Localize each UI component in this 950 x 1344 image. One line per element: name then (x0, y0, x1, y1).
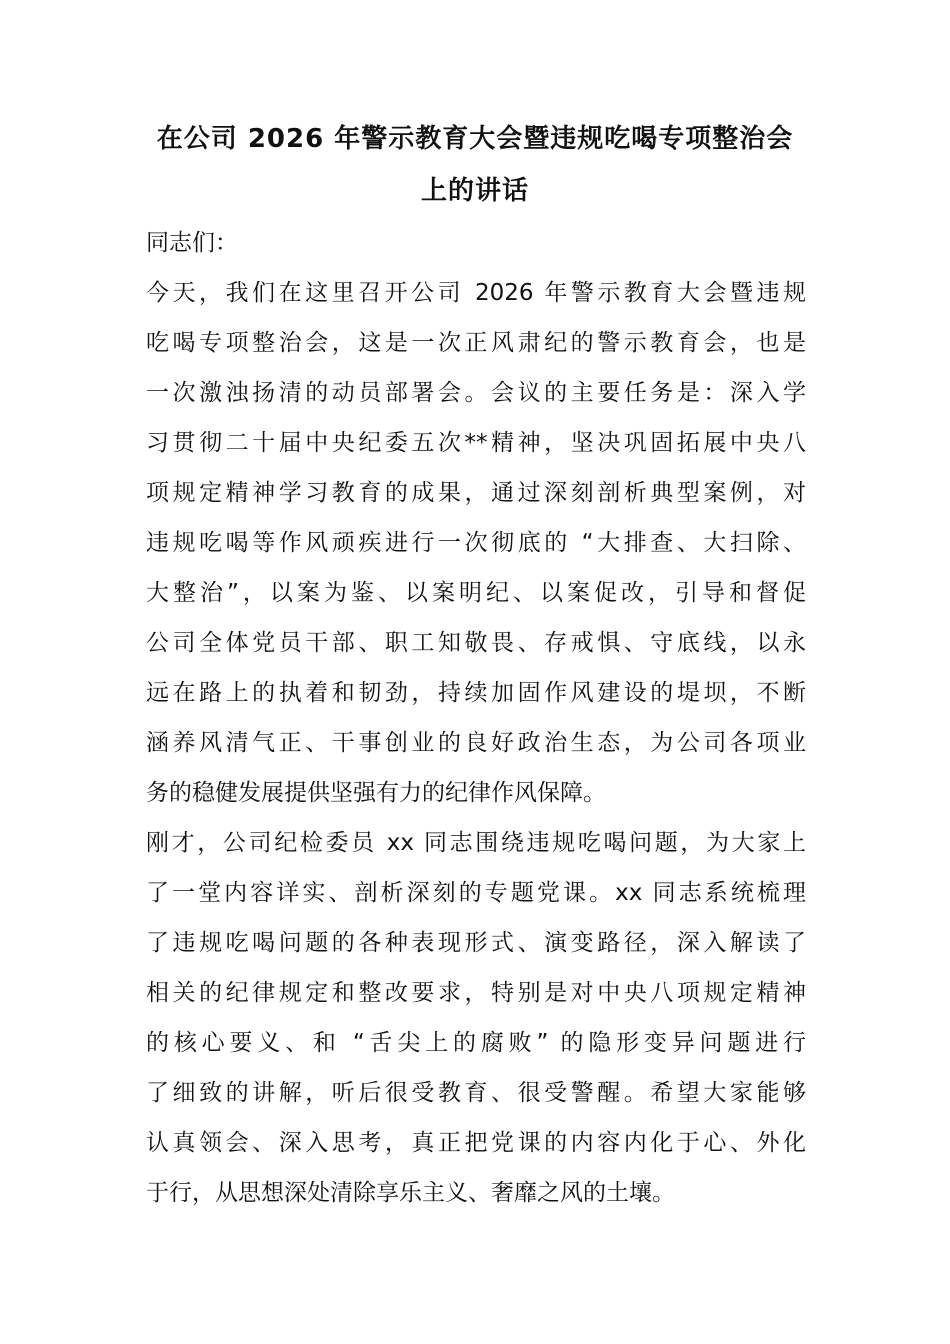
paragraph-1-line: 项规定精神学习教育的成果，通过深刻剖析典型案例，对 (146, 480, 806, 506)
paragraph-1-line: 吃喝专项整治会，这是一次正风肃纪的警示教育会，也是 (146, 330, 806, 356)
paragraph-1-line: 习贯彻二十届中央纪委五次**精神，坚决巩固拓展中央八 (146, 430, 806, 456)
paragraph-1-line: 远在路上的执着和韧劲，持续加固作风建设的堤坝，不断 (146, 680, 806, 706)
paragraph-2-line: 认真领会、深入思考，真正把党课的内容内化于心、外化 (146, 1130, 806, 1156)
document-title-line-2: 上的讲话 (420, 176, 529, 206)
paragraph-2-line: 的核心要义、和 “舌尖上的腐败” 的隐形变异问题进行 (146, 1030, 806, 1056)
paragraph-2-line: 相关的纪律规定和整改要求，特别是对中央八项规定精神 (146, 980, 806, 1006)
paragraph-2-line: 了违规吃喝问题的各种表现形式、演变路径，深入解读了 (146, 930, 806, 956)
paragraph-1-line: 务的稳健发展提供坚强有力的纪律作风保障。 (146, 780, 606, 806)
salutation: 同志们： (146, 230, 238, 256)
document-title-line-1: 在公司 2026 年警示教育大会暨违规吃喝专项整治会 (156, 124, 794, 154)
paragraph-2-line: 于行，从思想深处清除享乐主义、奢靡之风的土壤。 (146, 1180, 675, 1206)
paragraph-2-line: 刚才，公司纪检委员 xx 同志围绕违规吃喝问题，为大家上 (146, 830, 806, 856)
paragraph-1-line: 公司全体党员干部、职工知敬畏、存戒惧、守底线，以永 (146, 630, 806, 656)
paragraph-2-line: 了一堂内容详实、剖析深刻的专题党课。xx 同志系统梳理 (146, 880, 806, 906)
paragraph-1-line: 违规吃喝等作风顽疾进行一次彻底的 “大排查、大扫除、 (146, 530, 806, 556)
paragraph-1-line: 今天，我们在这里召开公司 2026 年警示教育大会暨违规 (146, 280, 806, 306)
paragraph-2-line: 了细致的讲解，听后很受教育、很受警醒。希望大家能够 (146, 1080, 806, 1106)
paragraph-1-line: 大整治”，以案为鉴、以案明纪、以案促改，引导和督促 (146, 580, 806, 606)
paragraph-1-line: 涵养风清气正、干事创业的良好政治生态，为公司各项业 (146, 730, 806, 756)
paragraph-1-line: 一次激浊扬清的动员部署会。会议的主要任务是：深入学 (146, 380, 806, 406)
